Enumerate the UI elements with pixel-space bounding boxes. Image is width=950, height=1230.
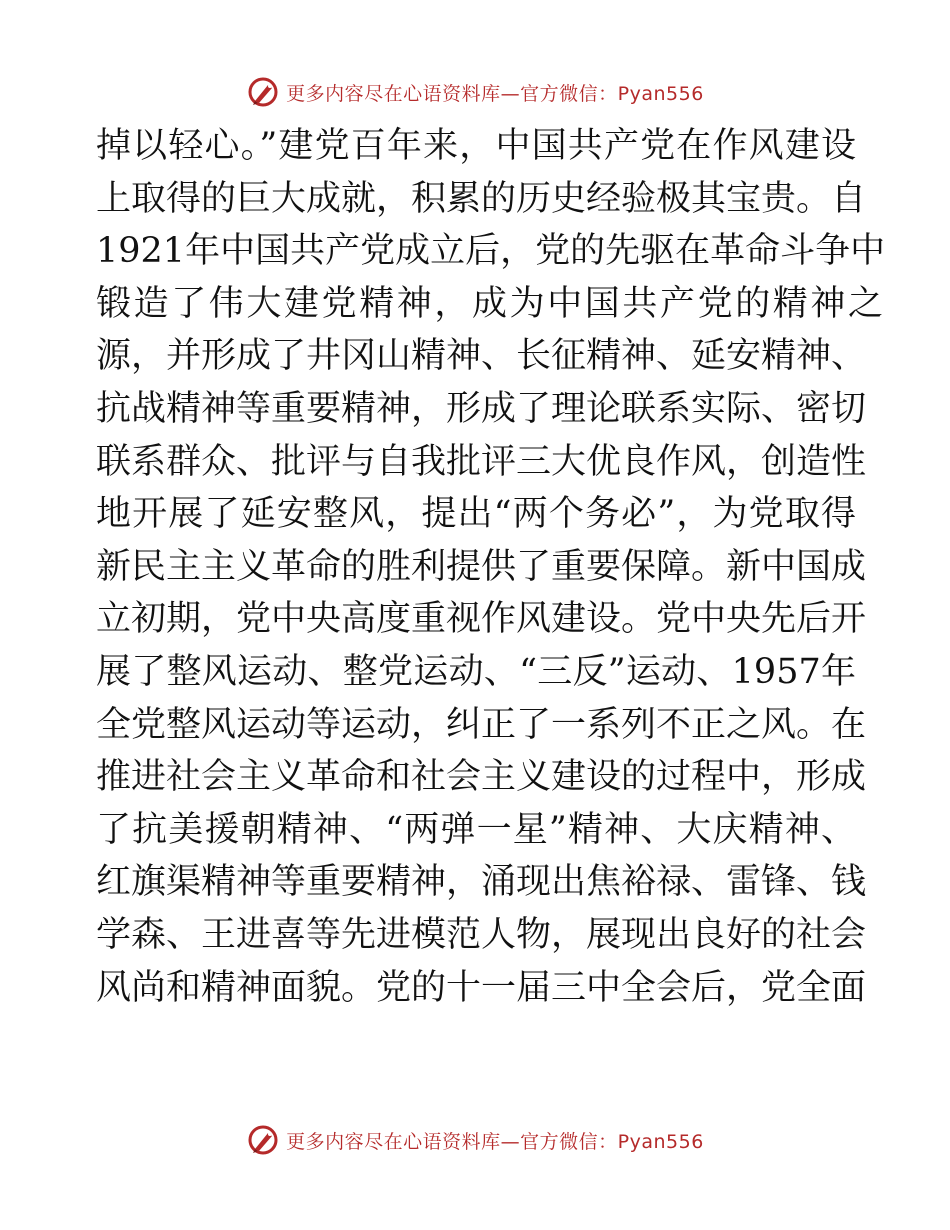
watermark-text: 更多内容尽在心语资料库—官方微信：Pyan556 bbox=[286, 1130, 704, 1153]
body-line: 源，并形成了井冈山精神、长征精神、延安精神、 bbox=[96, 336, 867, 377]
document-body bbox=[96, 120, 886, 1014]
body-line: 抗战精神等重要精神，形成了理论联系实际、密切 bbox=[96, 388, 867, 429]
body-line: 红旗渠精神等重要精神，涌现出焦裕禄、雷锋、钱 bbox=[96, 862, 867, 903]
body-line: 1921年中国共产党成立后，党的先驱在革命斗争中 bbox=[96, 231, 886, 272]
body-line: 立初期，党中央高度重视作风建设。党中央先后开 bbox=[96, 599, 867, 640]
body-line: 新民主主义革命的胜利提供了重要保障。新中国成 bbox=[96, 546, 867, 587]
body-line: 了抗美援朝精神、“两弹一星”精神、大庆精神、 bbox=[96, 809, 856, 850]
body-line: 展了整风运动、整党运动、“三反”运动、1957年 bbox=[96, 651, 856, 692]
watermark-text: 更多内容尽在心语资料库—官方微信：Pyan556 bbox=[286, 82, 704, 105]
footer-watermark bbox=[0, 1120, 950, 1160]
body-line: 上取得的巨大成就，积累的历史经验极其宝贵。自 bbox=[96, 178, 867, 219]
header-watermark bbox=[0, 72, 950, 112]
body-line: 地开展了延安整风，提出“两个务必”，为党取得 bbox=[96, 494, 856, 535]
body-line: 推进社会主义革命和社会主义建设的过程中，形成 bbox=[96, 757, 867, 798]
body-line: 风尚和精神面貌。党的十一届三中全会后，党全面 bbox=[96, 967, 867, 1008]
body-line: 联系群众、批评与自我批评三大优良作风，创造性 bbox=[96, 441, 867, 482]
body-line: 全党整风运动等运动，纠正了一系列不正之风。在 bbox=[96, 704, 867, 745]
body-line: 锻造了伟大建党精神，成为中国共产党的精神之 bbox=[96, 283, 886, 324]
body-line: 学森、王进喜等先进模范人物，展现出良好的社会 bbox=[96, 914, 867, 955]
pen-circle-icon bbox=[246, 1123, 280, 1157]
body-line: 掉以轻心。”建党百年来，中国共产党在作风建设 bbox=[96, 126, 856, 166]
pen-circle-icon bbox=[246, 75, 280, 109]
